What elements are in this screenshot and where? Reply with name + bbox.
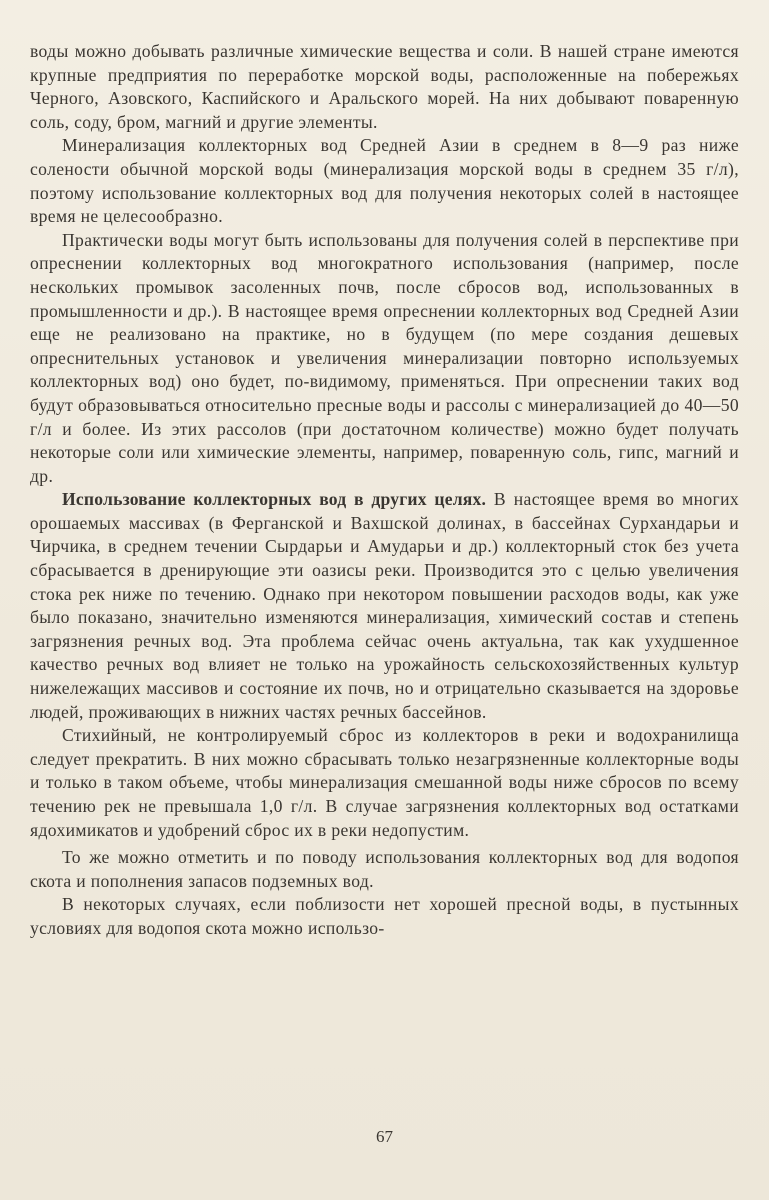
paragraph-4 (30, 488, 739, 724)
paragraph-7-text: В некоторых случаях, если поблизости нет хорошей пресной воды, в пустынных условиях для водопоя скота можно использо- (30, 894, 739, 938)
paragraph-6 (30, 846, 739, 893)
paragraph-4-text: В настоящее время во многих орошаемых массивах (в Ферганской и Вахшской долинах, в бассейнах Сурхандарьи и Чирчика, в среднем течении Сырдарьи и Амударьи и др.) коллекторный сток без учета сбрасывается в дренирующие эти оазисы реки. Производится это с целью увеличения стока рек ниже по течению. Однако при некотором повышении расходов воды, как уже было показано, значительно изменяются минерализация, химический состав и степень загрязнения речных вод. Эта проблема сейчас очень актуальна, так как ухудшенное качество речных вод влияет не только на урожайность сельскохозяйственных культур нижележащих массивов и состояние их почв, но и отрицательно сказывается на здоровье людей, проживающих в нижних частях речных бассейнов. (30, 489, 739, 722)
paragraph-6-text: То же можно отметить и по поводу использования коллекторных вод для водопоя скота и пополнения запасов подземных вод. (30, 847, 739, 891)
paragraph-1 (30, 40, 739, 134)
paragraph-2 (30, 134, 739, 228)
paragraph-1-text: воды можно добывать различные химические вещества и соли. В нашей стране имеются крупные предприятия по переработке морской воды, расположенные на побережьях Черного, Азовского, Каспийского и Аральского морей. На них добывают поваренную соль, соду, бром, магний и другие элементы. (30, 41, 739, 132)
section-heading: Использование коллекторных вод в других целях. (62, 489, 487, 510)
paragraph-3-text: Практически воды могут быть использованы для получения солей в перспективе при опреснении коллекторных вод многократного использования (например, после нескольких промывок засоленных почв, после сбросов вод, использованных в промышленности и др.). В настоящее время опреснении коллекторных вод Средней Азии еще не реализовано на практике, но в будущем (по мере создания дешевых опреснительных установок и увеличения минерализации повторно используемых коллекторных вод) оно будет, по-видимому, применяться. При опреснении таких вод будут образовываться относительно пресные воды и рассолы с минерализацией до 40—50 г/л и более. Из этих рассолов (при достаточном количестве) можно будет получать некоторые соли или химические элементы, например, поваренную соль, гипс, магний и др. (30, 229, 739, 486)
paragraph-5 (30, 724, 739, 842)
paragraph-3 (30, 229, 739, 489)
paragraph-7 (30, 893, 739, 940)
page-body-text (30, 40, 739, 941)
page-number: 67 (376, 1127, 393, 1146)
paragraph-5-text: Стихийный, не контролируемый сброс из коллекторов в реки и водохранилища следует прекратить. В них можно сбрасывать только незагрязненные коллекторные воды и только в таком объеме, чтобы минерализация смешанной воды ниже сбросов по всему течению рек не превышала 1,0 г/л. В случае загрязнения коллекторных вод остатками ядохимикатов и удобрений сброс их в реки недопустим. (30, 725, 739, 840)
paragraph-2-text: Минерализация коллекторных вод Средней Азии в среднем в 8—9 раз ниже солености обычной морской воды (минерализация морской воды в среднем 35 г/л), поэтому использование коллекторных вод для получения некоторых солей в настоящее время не целесообразно. (30, 135, 739, 227)
